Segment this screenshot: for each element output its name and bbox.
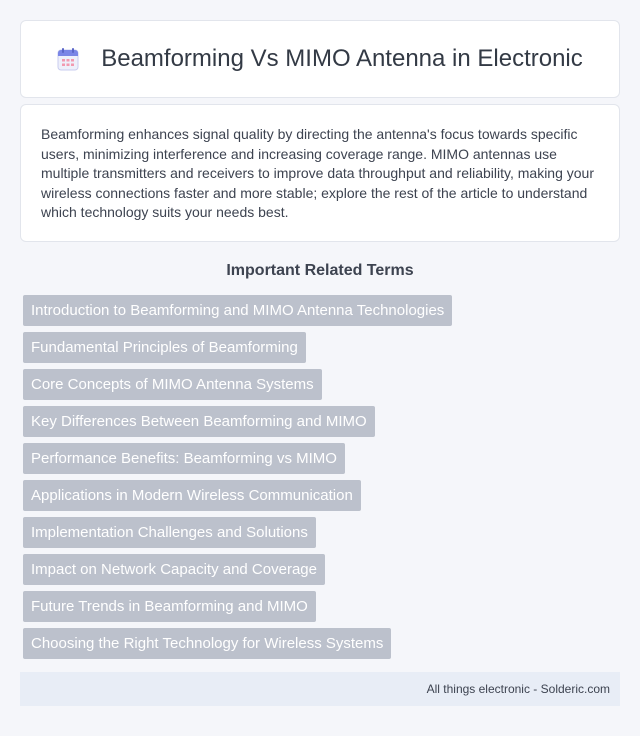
related-term-link[interactable]: Performance Benefits: Beamforming vs MIMO [23,443,345,474]
intro-paragraph: Beamforming enhances signal quality by directing the antenna's focus towards specific users, minimizing interference and increasing coverage range. MIMO antennas use multiple transmitters and receivers to improve data throughput and reliability, making your wireless connections faster and more stable; explore the rest of the article to understand which technology suits your needs best. [41,126,594,220]
related-term-link[interactable]: Implementation Challenges and Solutions [23,517,316,548]
related-term-link[interactable]: Future Trends in Beamforming and MIMO [23,591,316,622]
related-term-link[interactable]: Core Concepts of MIMO Antenna Systems [23,369,322,400]
related-term-link[interactable]: Impact on Network Capacity and Coverage [23,554,325,585]
footer [20,672,620,706]
related-term-link[interactable]: Applications in Modern Wireless Communication [23,480,361,511]
related-term-link[interactable]: Choosing the Right Technology for Wireless Systems [23,628,391,659]
calendar-icon [57,47,79,71]
related-terms-heading: Important Related Terms [226,262,414,279]
related-terms-list [23,295,617,665]
footer-credit: All things electronic - Solderic.com [426,682,610,696]
related-term-link[interactable]: Introduction to Beamforming and MIMO Antenna Technologies [23,295,452,326]
intro-card [20,104,620,242]
related-term-link[interactable]: Fundamental Principles of Beamforming [23,332,306,363]
title-card [20,20,620,98]
page-title: Beamforming Vs MIMO Antenna in Electronic [101,45,583,72]
related-term-link[interactable]: Key Differences Between Beamforming and MIMO [23,406,375,437]
